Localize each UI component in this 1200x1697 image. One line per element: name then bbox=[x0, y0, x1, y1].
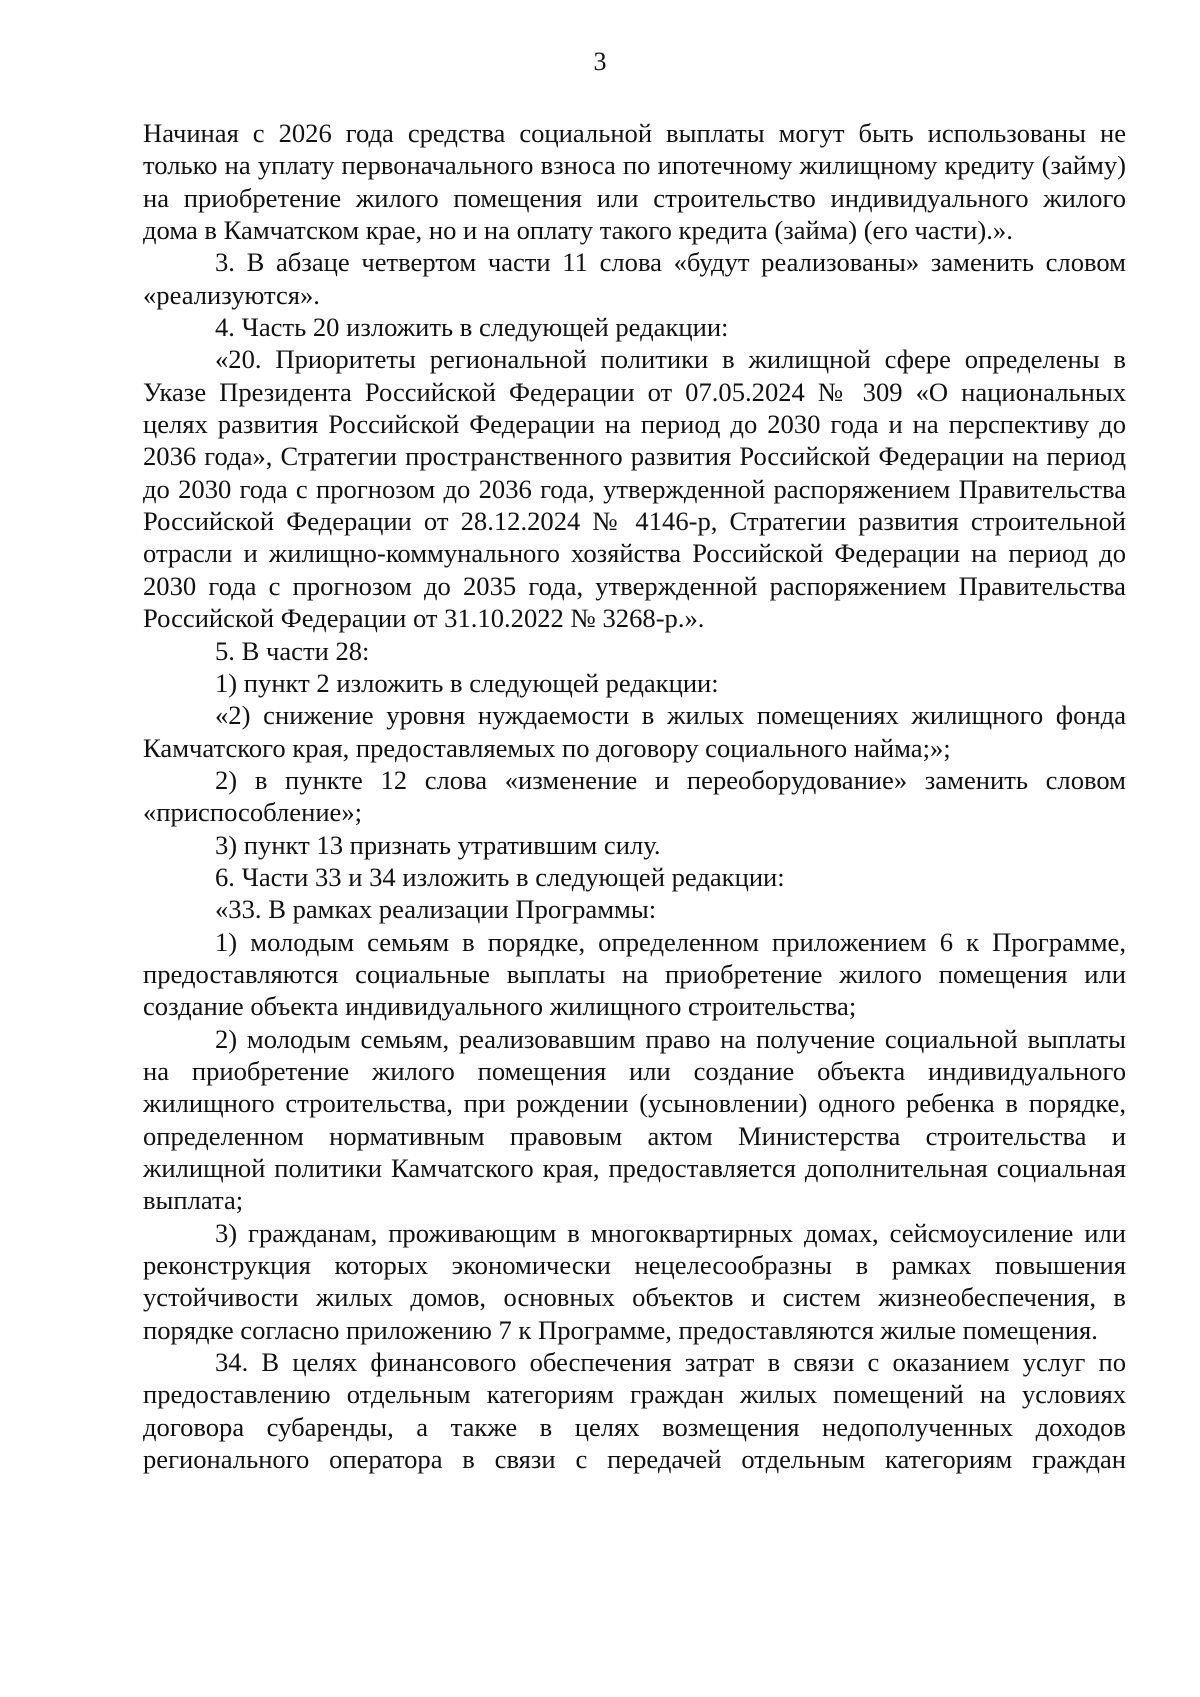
paragraph-14: 3) гражданам, проживающим в многоквартирных домах, сейсмоусиление или реконструкция которых экономически нецелесообразны в рамках повышения устойчивости жилых домов, основных объектов и систем жизнеобеспечения, в порядке согласно приложению 7 к Программе, предоставляются жилые помещения. bbox=[143, 1217, 1126, 1345]
paragraph-2: 3. В абзаце четвертом части 11 слова «будут реализованы» заменить словом «реализуются». bbox=[143, 247, 1126, 310]
paragraph-4: «20. Приоритеты региональной политики в жилищной сфере определены в Указе Президента Российской Федерации от 07.05.2024 № 309 «О национальных целях развития Российской Федерации на период до 2030 года и на перспективу до 2036 года», Стратегии пространственного развития Российской Федерации на период до 2030 года с прогнозом до 2036 года, утвержденной распоряжением Правительства Российской Федерации от 28.12.2024 № 4146-р, Стратегии развития строительной отрасли и жилищно-коммунального хозяйства Российской Федерации на период до 2030 года с прогнозом до 2035 года, утвержденной распоряжением Правительства Российской Федерации от 31.10.2022 № 3268-р.». bbox=[143, 344, 1126, 634]
paragraph-6: 1) пункт 2 изложить в следующей редакции: bbox=[215, 667, 719, 698]
paragraph-13: 2) молодым семьям, реализовавшим право на получение социальной выплаты на приобретение жилого помещения или создание объекта индивидуального жилищного строительства, при рождении (усыновлении) одного ребенка в порядке, определенном нормативным правовым актом Министерства строительства и жилищной политики Камчатского края, предоставляется дополнительная социальная выплата; bbox=[143, 1023, 1126, 1216]
paragraph-12: 1) молодым семьям в порядке, определенном приложением 6 к Программе, предоставляются социальные выплаты на приобретение жилого помещения или создание объекта индивидуального жилищного строительства; bbox=[143, 926, 1126, 1022]
paragraph-11: «33. В рамках реализации Программы: bbox=[215, 894, 657, 925]
paragraph-15: 34. В целях финансового обеспечения затрат в связи с оказанием услуг по предоставлению отдельным категориям граждан жилых помещений на условиях договора субаренды, а также в целях возмещения недополученных доходов регионального оператора в связи с передачей отдельным категориям граждан bbox=[143, 1347, 1126, 1475]
paragraph-1: Начиная с 2026 года средства социальной выплаты могут быть использованы не только на уплату первоначального взноса по ипотечному жилищному кредиту (займу) на приобретение жилого помещения или строительство индивидуального жилого дома в Камчатском крае, но и на оплату такого кредита (займа) (его части).». bbox=[143, 118, 1126, 246]
paragraph-9: 3) пункт 13 признать утратившим силу. bbox=[215, 829, 661, 860]
page-number: 3 bbox=[593, 47, 607, 76]
document-body bbox=[143, 117, 1126, 1475]
paragraph-8: 2) в пункте 12 слова «изменение и переоборудование» заменить словом «приспособление»; bbox=[143, 764, 1126, 828]
paragraph-5: 5. В части 28: bbox=[215, 635, 370, 666]
paragraph-3: 4. Часть 20 изложить в следующей редакции: bbox=[215, 312, 729, 343]
paragraph-10: 6. Части 33 и 34 изложить в следующей редакции: bbox=[215, 861, 785, 892]
paragraph-7: «2) снижение уровня нуждаемости в жилых помещениях жилищного фонда Камчатского края, предоставляемых по договору социального найма;»; bbox=[143, 700, 1126, 763]
